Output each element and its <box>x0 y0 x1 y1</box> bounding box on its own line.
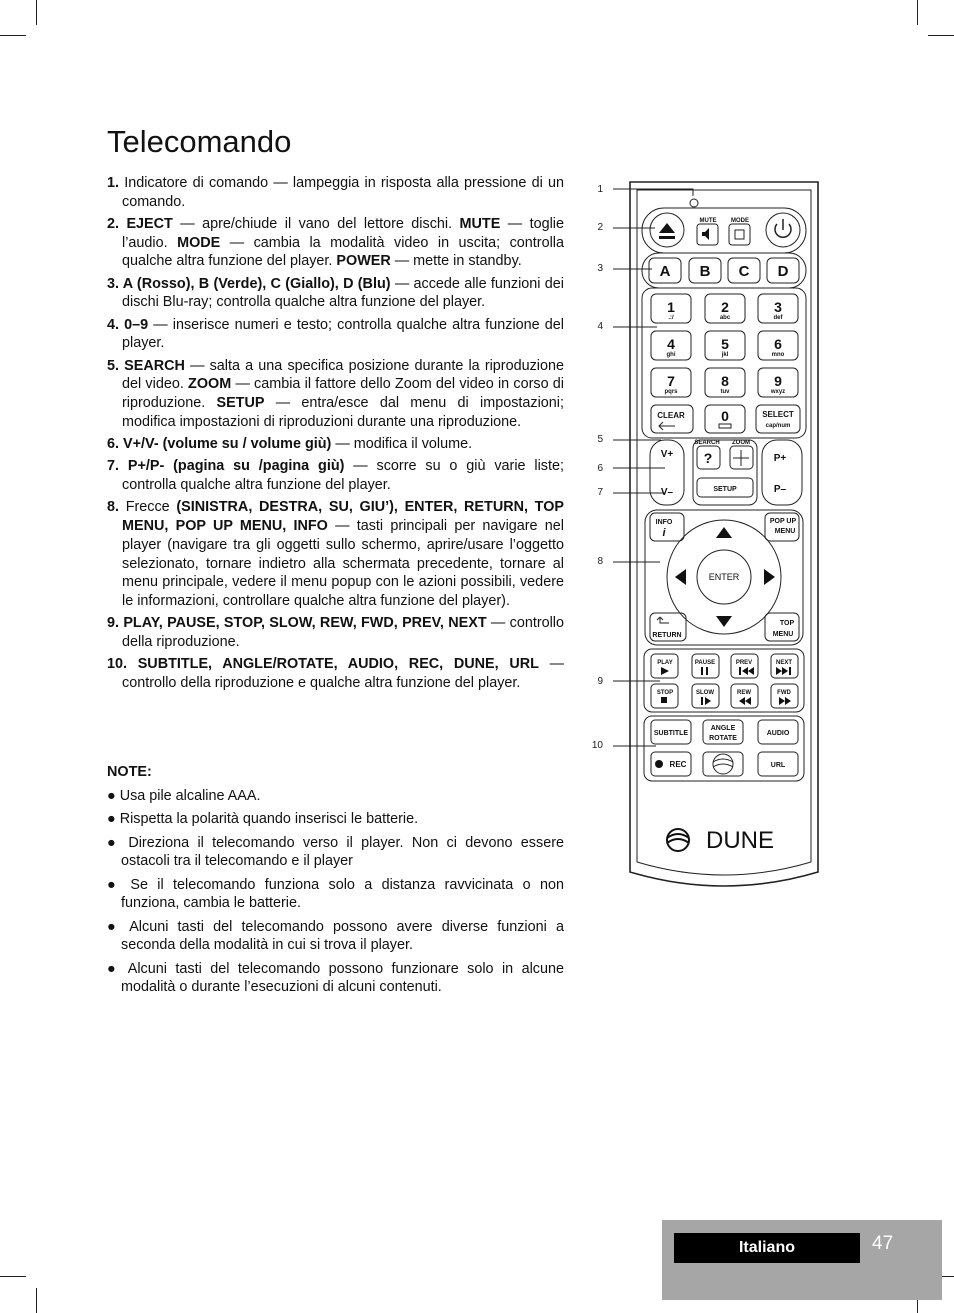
zoom-icon <box>733 450 749 466</box>
v-plus-label: V+ <box>660 449 674 460</box>
key-7-digit: 7 <box>667 373 675 389</box>
mute-icon <box>702 228 709 240</box>
info-label: INFO <box>655 519 673 526</box>
setup-label: SETUP <box>713 486 737 493</box>
play-button <box>651 654 678 678</box>
item-text: Frecce <box>119 499 177 516</box>
item-keyword: MODE <box>177 234 221 251</box>
item-number: 10. <box>107 656 128 673</box>
zoom-label: ZOOM <box>732 440 750 446</box>
note-item: ● Se il telecomando funziona solo a distanza ravvicinata o non funziona, cambia le batterie. <box>107 876 564 912</box>
item-number: 1. <box>107 175 120 191</box>
page-title: Telecomando <box>107 124 292 159</box>
item-text: — accede alle funzioni dei dischi Blu-ray; controlla qualche altra funzione del player. <box>122 275 564 311</box>
item-text: — entra/esce dal menu di impostazioni; modifica impostazioni di riproduzioni durante una riproduzione. <box>122 395 564 430</box>
play-icon <box>661 667 669 675</box>
item-keyword: PLAY, PAUSE, STOP, SLOW, REW, FWD, PREV, NEXT <box>119 615 487 632</box>
key-6-digit: 6 <box>774 336 782 352</box>
search-label: SEARCH <box>694 440 720 446</box>
callout-number: 2 <box>597 222 603 233</box>
clear-arrow-icon <box>659 422 675 430</box>
search-glyph: ? <box>703 450 713 466</box>
item-text: — salta a una specifica posizione durante la riproduzione del video. <box>122 357 565 393</box>
note-item: ● Usa pile alcaline AAA. <box>107 788 261 804</box>
top-menu-label-2: MENU <box>772 631 794 638</box>
key-8-sub: tuv <box>720 389 730 395</box>
v-minus-label: V– <box>660 487 674 498</box>
page-number: 47 <box>872 1233 894 1254</box>
item-keyword: A (Rosso), B (Verde), C (Giallo), D (Blu) <box>119 275 391 292</box>
item-keyword: ZOOM <box>188 376 232 393</box>
callout-number: 8 <box>597 556 603 567</box>
callout-number: 3 <box>597 263 603 274</box>
url-label: URL <box>770 762 786 769</box>
key-3-digit: 3 <box>774 299 782 315</box>
note-item: ● Alcuni tasti del telecomando possono avere diverse funzioni a seconda della modalità in cui si trova il player. <box>107 918 564 954</box>
mode-icon <box>735 230 744 239</box>
arrow-right-icon <box>764 569 775 585</box>
stop-button <box>651 684 678 708</box>
item-keyword: EJECT <box>119 216 173 232</box>
pause-icon <box>701 667 703 675</box>
callout-number: 4 <box>597 321 603 332</box>
note-item: ● Alcuni tasti del telecomando possono funzionare solo in alcune modalità o durante l’esecuzioni di alcuni contenuti. <box>107 960 564 996</box>
key-2-digit: 2 <box>721 299 729 315</box>
stop-icon <box>661 697 667 703</box>
angle-label-2: ROTATE <box>709 735 737 742</box>
arrow-down-icon <box>716 616 732 627</box>
select-sub-label: cap/num <box>765 423 791 429</box>
prev-label: PREV <box>735 660 753 666</box>
item-text: — tasti principali per navigare nel player (navigare tra gli oggetti sullo schermo, aprire/usare l’oggetto selezionato, tornare indietro alla schermata precedente, tornare al menu principale, vedere il menu popup con le azioni possibili, vedere le informazioni, controllare qualche altra funzione del player). <box>122 518 564 609</box>
item-text: — apre/chiude il vano del lettore dischi. <box>172 216 460 232</box>
item-text: — toglie l’audio. <box>122 216 564 251</box>
rew-label: REW <box>737 690 751 696</box>
dune-icon-wave <box>713 759 733 767</box>
play-label: PLAY <box>657 660 673 666</box>
item-keyword: SUBTITLE, ANGLE/ROTATE, AUDIO, REC, DUNE, URL <box>127 656 539 673</box>
item-number: 2. <box>107 216 120 232</box>
key-4-sub: ghi <box>666 352 676 358</box>
item-number: 9. <box>107 615 120 632</box>
return-arrow-icon <box>657 617 669 623</box>
slow-label: SLOW <box>696 690 714 696</box>
subtitle-label: SUBTITLE <box>653 730 689 737</box>
mute-label: MUTE <box>699 218 717 224</box>
item-keyword: P+/P- (pagina su /pagina giù) <box>119 458 345 475</box>
p-minus-label: P– <box>773 484 787 495</box>
item-text: — controllo della riproduzione. <box>122 615 565 650</box>
angle-label-1: ANGLE <box>710 725 736 732</box>
item-number: 8. <box>107 499 120 516</box>
item-text: — scorre su o giù varie liste; controlla qualche altra funzione del player. <box>122 458 565 494</box>
key-9-digit: 9 <box>774 373 782 389</box>
return-label: RETURN <box>652 632 682 639</box>
next-button <box>771 654 798 678</box>
group-search-zoom-setup <box>693 440 757 505</box>
key-5-sub: jkl <box>721 352 729 358</box>
arrow-up-icon <box>716 527 732 538</box>
item-text: — inserisce numeri e testo; controlla qualche altra funzione del player. <box>122 316 564 352</box>
next-icon <box>776 667 791 675</box>
callout-number: 10 <box>591 740 603 751</box>
item-keyword: V+/V- (volume su / volume giù) <box>119 436 332 453</box>
item-text: — mette in standby. <box>390 253 522 270</box>
pause-icon <box>706 667 708 675</box>
item-keyword: (SINISTRA, DESTRA, SU, GIU’), ENTER, RETURN, TOP MENU, POP UP MENU, INFO <box>122 499 565 535</box>
key-a-label: A <box>659 263 671 280</box>
item-number: 5. <box>107 357 120 374</box>
brand-logo-wave <box>667 834 689 843</box>
item-text: Indicatore di comando — lampeggia in risposta alla pressione di un comando. <box>119 175 564 210</box>
mode-label: MODE <box>731 218 749 224</box>
key-6-sub: mno <box>771 352 785 358</box>
prev-icon <box>739 667 754 675</box>
enter-label: ENTER <box>708 572 740 582</box>
info-button <box>650 513 684 541</box>
key-4-digit: 4 <box>667 336 675 352</box>
zero-space-icon <box>719 424 731 428</box>
stop-label: STOP <box>656 690 674 696</box>
item-text: — cambia il fattore dello Zoom del video in corso di riproduzione. <box>122 376 564 412</box>
item-number: 4. <box>107 316 120 333</box>
callout-number: 9 <box>597 676 603 687</box>
page-rocker <box>762 440 802 505</box>
brand-logo-text: DUNE <box>705 827 775 854</box>
fwd-label: FWD <box>777 690 791 696</box>
note-item: ● Direziona il telecomando verso il player. Non ci devono essere ostacoli tra il telecomando e il player <box>107 834 564 870</box>
callout-number: 1 <box>597 184 603 195</box>
key-0-digit: 0 <box>721 408 729 424</box>
popup-label-1: POP UP <box>769 518 797 525</box>
fwd-icon <box>779 697 791 705</box>
p-plus-label: P+ <box>773 453 787 464</box>
item-text: — controllo della riproduzione e qualche altra funzione del player. <box>122 656 564 691</box>
item-keyword: SEARCH <box>119 357 185 374</box>
item-keyword: 0–9 <box>119 316 149 333</box>
eject-icon-bar <box>659 236 675 239</box>
notes-title: NOTE: <box>107 764 152 780</box>
key-7-sub: pqrs <box>664 389 678 395</box>
key-1-digit: 1 <box>667 299 675 315</box>
indicator-light <box>690 199 698 207</box>
rew-icon <box>739 697 751 705</box>
callout-number: 5 <box>597 434 603 445</box>
top-menu-label-1: TOP <box>779 620 795 627</box>
item-number: 6. <box>107 436 120 453</box>
audio-label: AUDIO <box>766 730 790 737</box>
key-8-digit: 8 <box>721 373 729 389</box>
key-c-label: C <box>738 263 750 280</box>
mode-button <box>729 224 750 245</box>
info-glyph: i <box>662 527 666 539</box>
select-label: SELECT <box>762 410 794 419</box>
callout-number: 6 <box>597 463 603 474</box>
key-5-digit: 5 <box>721 336 729 352</box>
pause-label: PAUSE <box>694 660 716 666</box>
key-1-sub: .:/ <box>668 315 674 321</box>
item-number: 7. <box>107 458 120 475</box>
key-9-sub: wxyz <box>770 389 786 395</box>
fwd-button <box>771 684 798 708</box>
item-text: — cambia la modalità video in uscita; controlla qualche altra funzione del player. <box>122 234 564 270</box>
item-keyword: MUTE <box>459 216 501 232</box>
key-b-label: B <box>699 263 711 280</box>
slow-icon <box>701 697 711 705</box>
item-keyword: POWER <box>336 253 391 270</box>
pause-button <box>692 654 719 678</box>
key-2-sub: abc <box>719 315 731 321</box>
eject-icon <box>659 223 675 233</box>
key-d-label: D <box>777 263 789 280</box>
popup-label-2: MENU <box>774 528 796 535</box>
key-3-sub: def <box>773 315 783 321</box>
language-label: Italiano <box>674 1233 860 1263</box>
item-text: — modifica il volume. <box>331 436 473 453</box>
note-item: ● Rispetta la polarità quando inserisci le batterie. <box>107 811 419 828</box>
rec-label: REC <box>669 760 687 769</box>
clear-label: CLEAR <box>657 411 685 420</box>
item-keyword: SETUP <box>216 395 265 412</box>
arrow-left-icon <box>675 569 686 585</box>
rec-dot-icon <box>655 760 663 768</box>
callout-number: 7 <box>597 487 603 498</box>
item-number: 3. <box>107 275 120 292</box>
next-label: NEXT <box>775 660 793 666</box>
